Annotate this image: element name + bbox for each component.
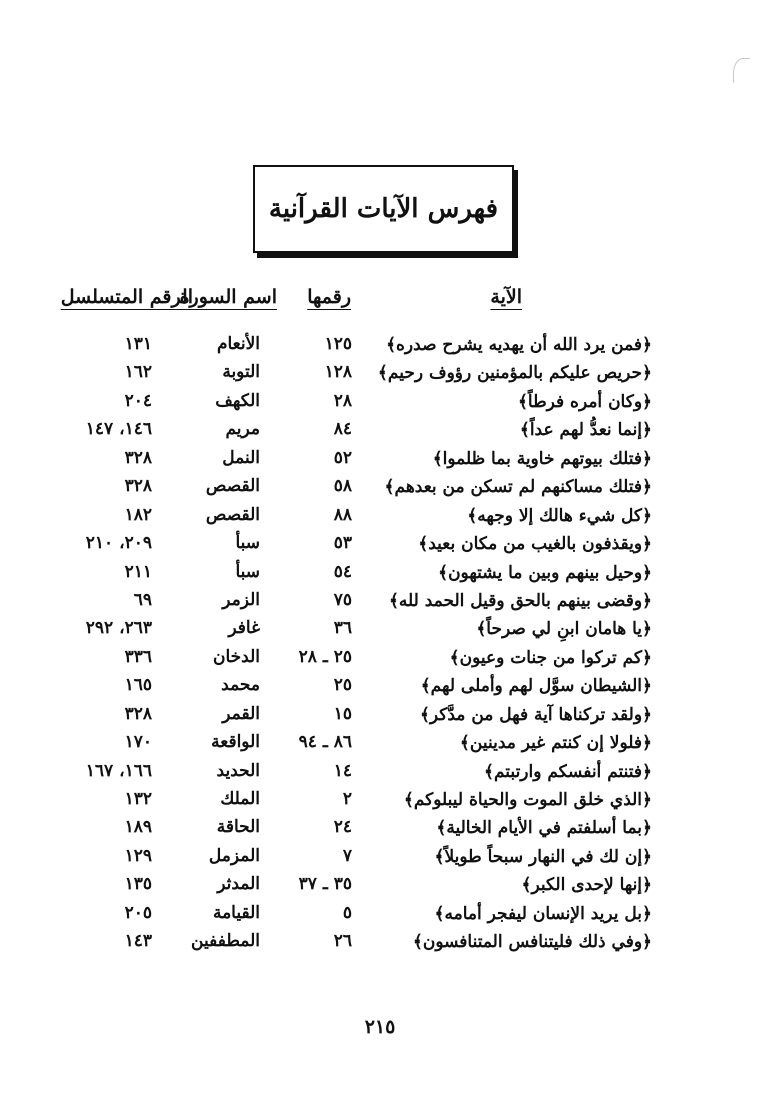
- verse-cell: ﴿ولقد تركناها آية فهل من مدَّكر﴾: [419, 704, 652, 725]
- surah-name-cell: الحاقة: [216, 817, 260, 838]
- verse-number-cell: ١٤: [333, 760, 352, 781]
- verse-cell: ﴿وكان أمره فرطاً﴾: [517, 391, 652, 412]
- serial-number-cell: ٦٩: [133, 589, 152, 610]
- serial-number-cell: ١٦٢: [124, 362, 152, 383]
- table-row: [0, 675, 760, 703]
- table-row: [0, 505, 760, 533]
- table-row: [0, 391, 760, 419]
- header-number: رقمها: [307, 286, 351, 308]
- verse-cell: ﴿يا هامان ابنِ لي صرحاً﴾: [476, 619, 652, 640]
- verse-cell: ﴿إنما نعدُّ لهم عداً﴾: [519, 420, 652, 441]
- surah-name-cell: القيامة: [212, 902, 260, 923]
- header-serial: الرقم المتسلسل: [60, 286, 193, 308]
- verse-number-cell: ٣٦: [333, 618, 352, 639]
- surah-name-cell: الزمر: [222, 589, 260, 610]
- verse-number-cell: ٨٤: [333, 419, 352, 440]
- verse-number-cell: ٢٦: [333, 931, 352, 952]
- surah-name-cell: القمر: [222, 703, 260, 724]
- table-row: [0, 533, 760, 561]
- verse-number-cell: ١٢٨: [324, 362, 352, 383]
- index-table: [0, 334, 760, 960]
- surah-name-cell: الكهف: [215, 390, 260, 411]
- verse-cell: ﴿الذي خلق الموت والحياة ليبلوكم﴾: [403, 790, 652, 810]
- verse-cell: ﴿فمن يرد الله أن يهديه يشرح صدره﴾: [386, 335, 652, 355]
- surah-name-cell: القصص: [205, 504, 260, 525]
- serial-number-cell: ٢١١: [124, 561, 152, 582]
- serial-number-cell: ١٣٢: [124, 789, 152, 809]
- serial-number-cell: ٢٦٣، ٢٩٢: [85, 618, 152, 639]
- verse-number-cell: ٧: [342, 845, 352, 866]
- surah-name-cell: الواقعة: [211, 732, 260, 753]
- table-row: [0, 362, 760, 390]
- verse-number-cell: ٥٢: [333, 447, 352, 468]
- table-row: [0, 590, 760, 618]
- verse-number-cell: ٢٥: [333, 675, 352, 696]
- verse-number-cell: ٢٤: [333, 817, 352, 838]
- serial-number-cell: ١٣١: [124, 334, 152, 354]
- verse-number-cell: ١٥: [333, 703, 352, 724]
- serial-number-cell: ٢٠٥: [124, 902, 152, 923]
- verse-number-cell: ٢: [342, 789, 352, 809]
- surah-name-cell: الأنعام: [216, 334, 260, 354]
- verse-cell: ﴿بما أسلفتم في الأيام الخالية﴾: [436, 818, 652, 839]
- table-row: [0, 618, 760, 646]
- surah-name-cell: التوبة: [222, 362, 260, 383]
- surah-name-cell: مريم: [225, 419, 260, 440]
- serial-number-cell: ٣٢٨: [124, 703, 152, 724]
- verse-number-cell: ٢٥ ـ ٢٨: [298, 646, 352, 667]
- surah-name-cell: المدثر: [217, 874, 260, 895]
- verse-number-cell: ١٢٥: [324, 334, 352, 354]
- surah-name-cell: سبأ: [235, 533, 260, 554]
- surah-name-cell: المطففين: [191, 931, 260, 952]
- verse-cell: ﴿فلولا إن كنتم غير مدينين﴾: [459, 733, 652, 754]
- verse-number-cell: ٥: [342, 902, 352, 923]
- verse-number-cell: ٥٣: [333, 533, 352, 554]
- table-row: [0, 562, 760, 590]
- verse-number-cell: ٨٨: [333, 504, 352, 525]
- verse-cell: ﴿فتنتم أنفسكم وارتبتم﴾: [484, 761, 652, 782]
- table-row: [0, 761, 760, 789]
- page-title: فهرس الآيات القرآنية: [253, 165, 514, 253]
- serial-number-cell: ٢٠٩، ٢١٠: [85, 533, 152, 554]
- header-verse: الآية: [490, 286, 522, 308]
- verse-number-cell: ٨٦ ـ ٩٤: [298, 732, 352, 753]
- serial-number-cell: ٣٢٨: [124, 476, 152, 497]
- table-row: [0, 448, 760, 476]
- header-surah: اسم السورة: [179, 286, 277, 308]
- verse-cell: ﴿إنها لإحدى الكبر﴾: [521, 875, 652, 896]
- serial-number-cell: ١٨٢: [124, 504, 152, 525]
- verse-cell: ﴿حريص عليكم بالمؤمنين رؤوف رحيم﴾: [377, 363, 652, 384]
- surah-name-cell: محمد: [221, 675, 260, 696]
- verse-cell: ﴿الشيطان سوَّل لهم وأملى لهم﴾: [420, 676, 652, 697]
- serial-number-cell: ١٦٦، ١٦٧: [85, 760, 152, 781]
- verse-cell: ﴿وقضى بينهم بالحق وقيل الحمد لله﴾: [388, 590, 652, 611]
- surah-name-cell: القصص: [205, 476, 260, 497]
- verse-cell: ﴿كم تركوا من جنات وعيون﴾: [449, 647, 652, 668]
- table-row: [0, 817, 760, 845]
- serial-number-cell: ١٦٥: [124, 675, 152, 696]
- serial-number-cell: ٣٣٦: [124, 646, 152, 667]
- verse-cell: ﴿كل شيء هالك إلا وجهه﴾: [467, 505, 652, 526]
- serial-number-cell: ١٧٠: [124, 732, 152, 753]
- verse-number-cell: ٣٥ ـ ٣٧: [298, 874, 352, 895]
- surah-name-cell: الحديد: [216, 760, 260, 781]
- serial-number-cell: ١٢٩: [124, 845, 152, 866]
- verse-number-cell: ٧٥: [333, 589, 352, 610]
- surah-name-cell: غافر: [228, 618, 260, 639]
- serial-number-cell: ١٨٩: [124, 817, 152, 838]
- surah-name-cell: سبأ: [235, 561, 260, 582]
- serial-number-cell: ١٤٣: [124, 931, 152, 952]
- verse-number-cell: ٢٨: [333, 390, 352, 411]
- table-row: [0, 789, 760, 817]
- serial-number-cell: ١٤٦، ١٤٧: [85, 419, 152, 440]
- surah-name-cell: الملك: [220, 789, 260, 809]
- serial-number-cell: ٢٠٤: [124, 390, 152, 411]
- verse-number-cell: ٥٤: [333, 561, 352, 582]
- verse-cell: ﴿وفي ذلك فليتنافس المتنافسون﴾: [412, 932, 652, 953]
- surah-name-cell: النمل: [222, 447, 260, 468]
- table-row: [0, 732, 760, 760]
- corner-mark: [733, 58, 750, 83]
- table-row: [0, 704, 760, 732]
- page-number: ٢١٥: [364, 1016, 396, 1038]
- surah-name-cell: الدخان: [213, 646, 260, 667]
- verse-cell: ﴿فتلك مساكنهم لم تسكن من بعدهم﴾: [384, 477, 652, 498]
- table-row: [0, 647, 760, 675]
- table-row: [0, 476, 760, 504]
- verse-cell: ﴿إن لك في النهار سبحاً طويلاً﴾: [434, 846, 652, 867]
- verse-number-cell: ٥٨: [333, 476, 352, 497]
- serial-number-cell: ١٣٥: [124, 874, 152, 895]
- table-row: [0, 931, 760, 959]
- verse-cell: ﴿ويقذفون بالغيب من مكان بعيد﴾: [418, 534, 652, 555]
- table-row: [0, 334, 760, 362]
- table-row: [0, 874, 760, 902]
- verse-cell: ﴿وحيل بينهم وبين ما يشتهون﴾: [438, 562, 652, 583]
- table-row: [0, 419, 760, 447]
- surah-name-cell: المزمل: [208, 845, 260, 866]
- verse-cell: ﴿فتلك بيوتهم خاوية بما ظلموا﴾: [432, 448, 652, 469]
- verse-cell: ﴿بل يريد الإنسان ليفجر أمامه﴾: [434, 903, 652, 924]
- table-row: [0, 903, 760, 931]
- serial-number-cell: ٣٢٨: [124, 447, 152, 468]
- table-row: [0, 846, 760, 874]
